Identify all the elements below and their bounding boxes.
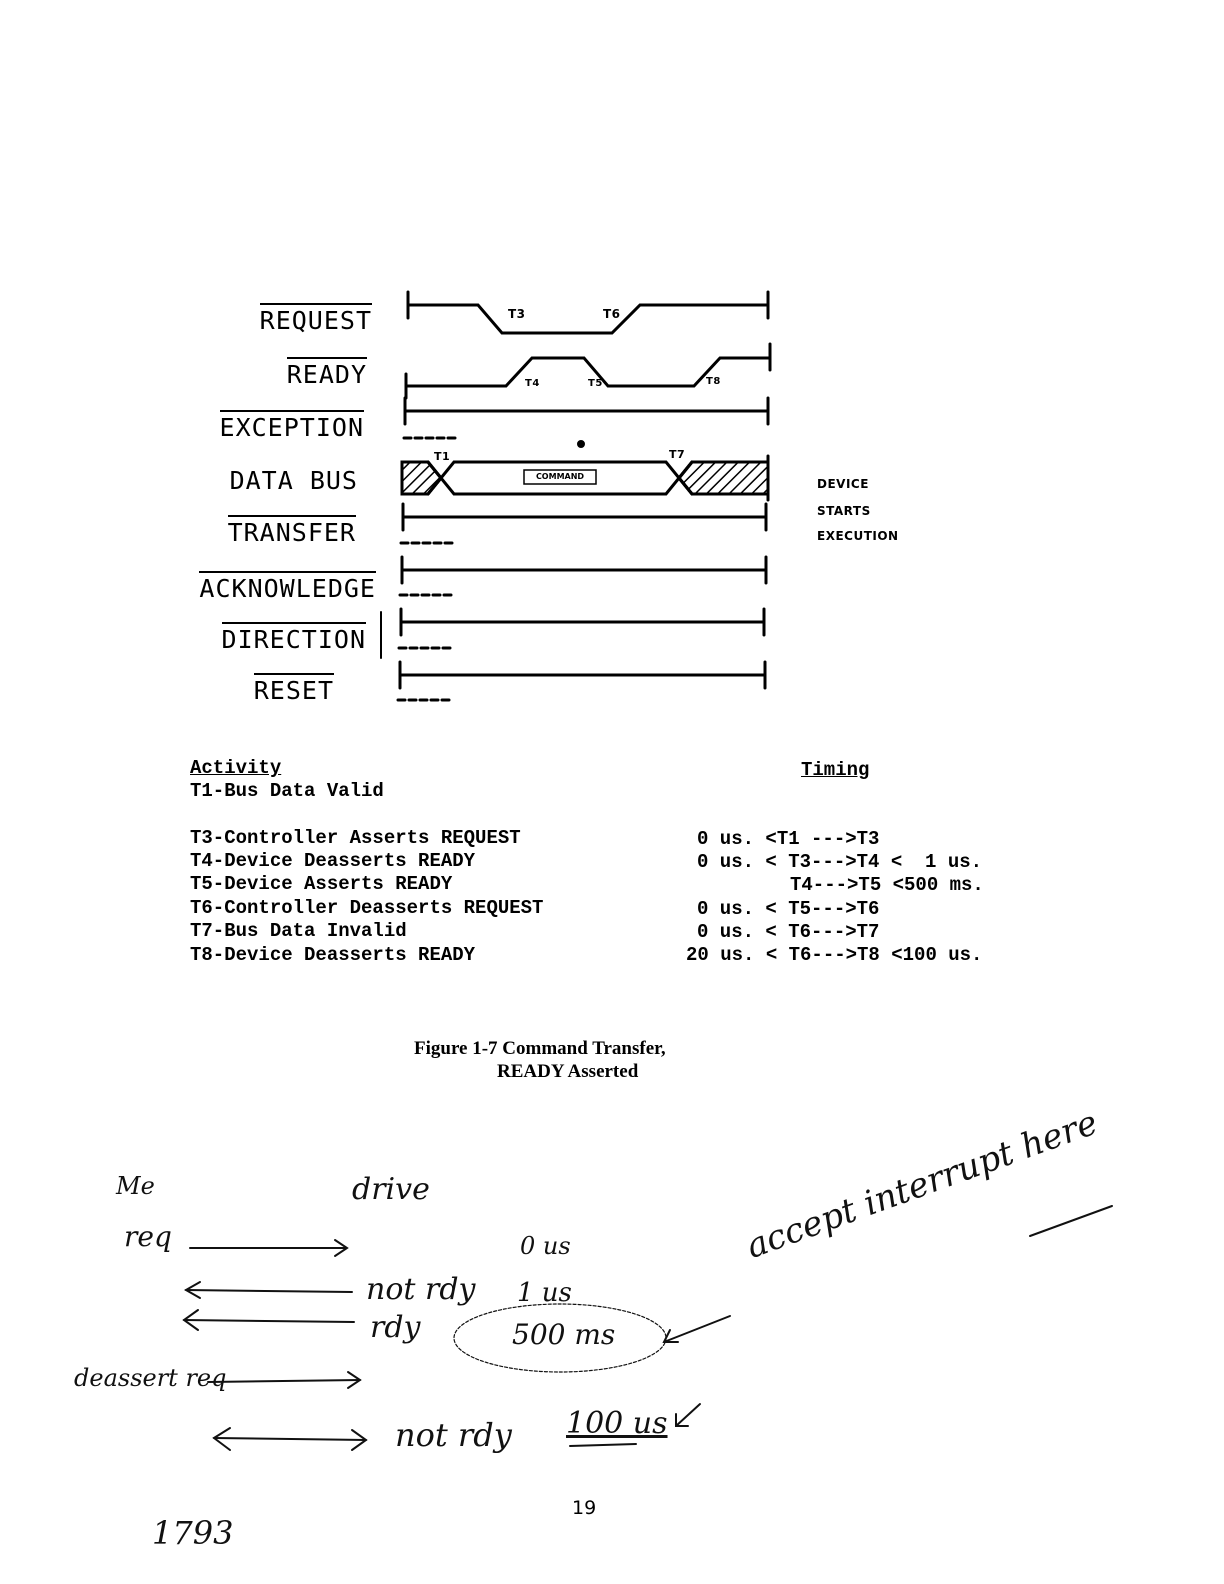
signal-label-request: REQUEST (172, 306, 372, 335)
figure-caption-line-1: Figure 1-7 Command Transfer, (414, 1038, 666, 1059)
waveform-exception (404, 398, 768, 438)
mark-t4: T4 (525, 378, 540, 389)
arrow-left-icon (186, 1282, 352, 1298)
hand-100us: 100 us (566, 1406, 668, 1441)
activity-t7: T7-Bus Data Invalid (190, 920, 407, 942)
timing-t3: 0 us. <T1 --->T3 (697, 828, 880, 850)
arrow-left-icon (184, 1310, 354, 1330)
activity-t8: T8-Device Deasserts READY (190, 944, 476, 966)
waveform-reset (398, 662, 765, 700)
signal-label-ready: READY (167, 360, 367, 389)
waveform-transfer (401, 504, 766, 543)
activity-t6: T6-Controller Deasserts REQUEST (190, 897, 544, 919)
activity-t3: T3-Controller Asserts REQUEST (190, 827, 521, 849)
hand-accept-interrupt: accept interrupt here (741, 1102, 1103, 1267)
hand-deassert-req: deassert req (74, 1364, 227, 1392)
arrow-right-icon (208, 1372, 360, 1388)
waveform-direction (381, 609, 764, 658)
hand-500ms: 500 ms (512, 1318, 616, 1351)
waveform-acknowledge (400, 557, 766, 595)
signal-label-transfer: TRANSFER (156, 518, 356, 547)
mark-t7: T7 (669, 448, 686, 461)
signal-label-direction: DIRECTION (166, 625, 366, 654)
activity-t5: T5-Device Asserts READY (190, 873, 453, 895)
signal-label-data-bus: DATA BUS (229, 466, 358, 495)
side-note-line-2: STARTS (817, 504, 871, 518)
waveform-request (408, 292, 768, 333)
page-number: 19 (572, 1497, 597, 1519)
circle-annotation (454, 1304, 666, 1372)
hand-year: 1793 (152, 1514, 234, 1552)
timing-header: Timing (801, 759, 870, 781)
mark-t6: T6 (603, 307, 621, 321)
timing-t8: 20 us. < T6--->T8 <100 us. (686, 944, 983, 966)
hand-req: req (124, 1220, 172, 1253)
figure-caption-line-2: READY Asserted (497, 1061, 639, 1082)
activity-t4: T4-Device Deasserts READY (190, 850, 476, 872)
hand-1us: 1 us (517, 1278, 572, 1308)
hand-not-rdy-2: not rdy (395, 1416, 512, 1454)
arrow-right-icon (190, 1240, 347, 1256)
mark-t1: T1 (434, 450, 451, 463)
side-note-line-3: EXECUTION (817, 529, 899, 543)
double-arrow-icon (214, 1428, 366, 1450)
timing-t4: 0 us. < T3--->T4 < 1 us. (697, 851, 983, 873)
waveform-ready (406, 344, 770, 398)
signal-label-exception: EXCEPTION (164, 413, 364, 442)
hand-not-rdy-1: not rdy (366, 1272, 476, 1307)
timing-t6: 0 us. < T5--->T6 (697, 898, 880, 920)
pointer-arrow-icon (664, 1316, 730, 1342)
signal-label-acknowledge: ACKNOWLEDGE (176, 574, 376, 603)
timing-t5: T4--->T5 <500 ms. (790, 874, 984, 896)
mark-t3: T3 (508, 307, 526, 321)
timing-t7: 0 us. < T6--->T7 (697, 921, 880, 943)
side-note-line-1: DEVICE (817, 477, 869, 491)
mark-t5: T5 (588, 378, 603, 389)
pointer-arrow-icon (676, 1404, 700, 1426)
hand-0us: 0 us (520, 1232, 571, 1260)
activity-header: Activity (190, 757, 282, 779)
hand-rdy: rdy (370, 1310, 421, 1345)
bus-command-label: COMMAND (535, 472, 585, 481)
hand-drive: drive (352, 1172, 430, 1207)
handwritten-arrows (0, 1150, 1224, 1584)
timing-diagram (0, 0, 1224, 760)
activity-t1: T1-Bus Data Valid (190, 780, 384, 802)
signal-label-reset: RESET (134, 676, 334, 705)
mark-t8: T8 (706, 376, 721, 387)
hand-me: Me (116, 1172, 155, 1200)
